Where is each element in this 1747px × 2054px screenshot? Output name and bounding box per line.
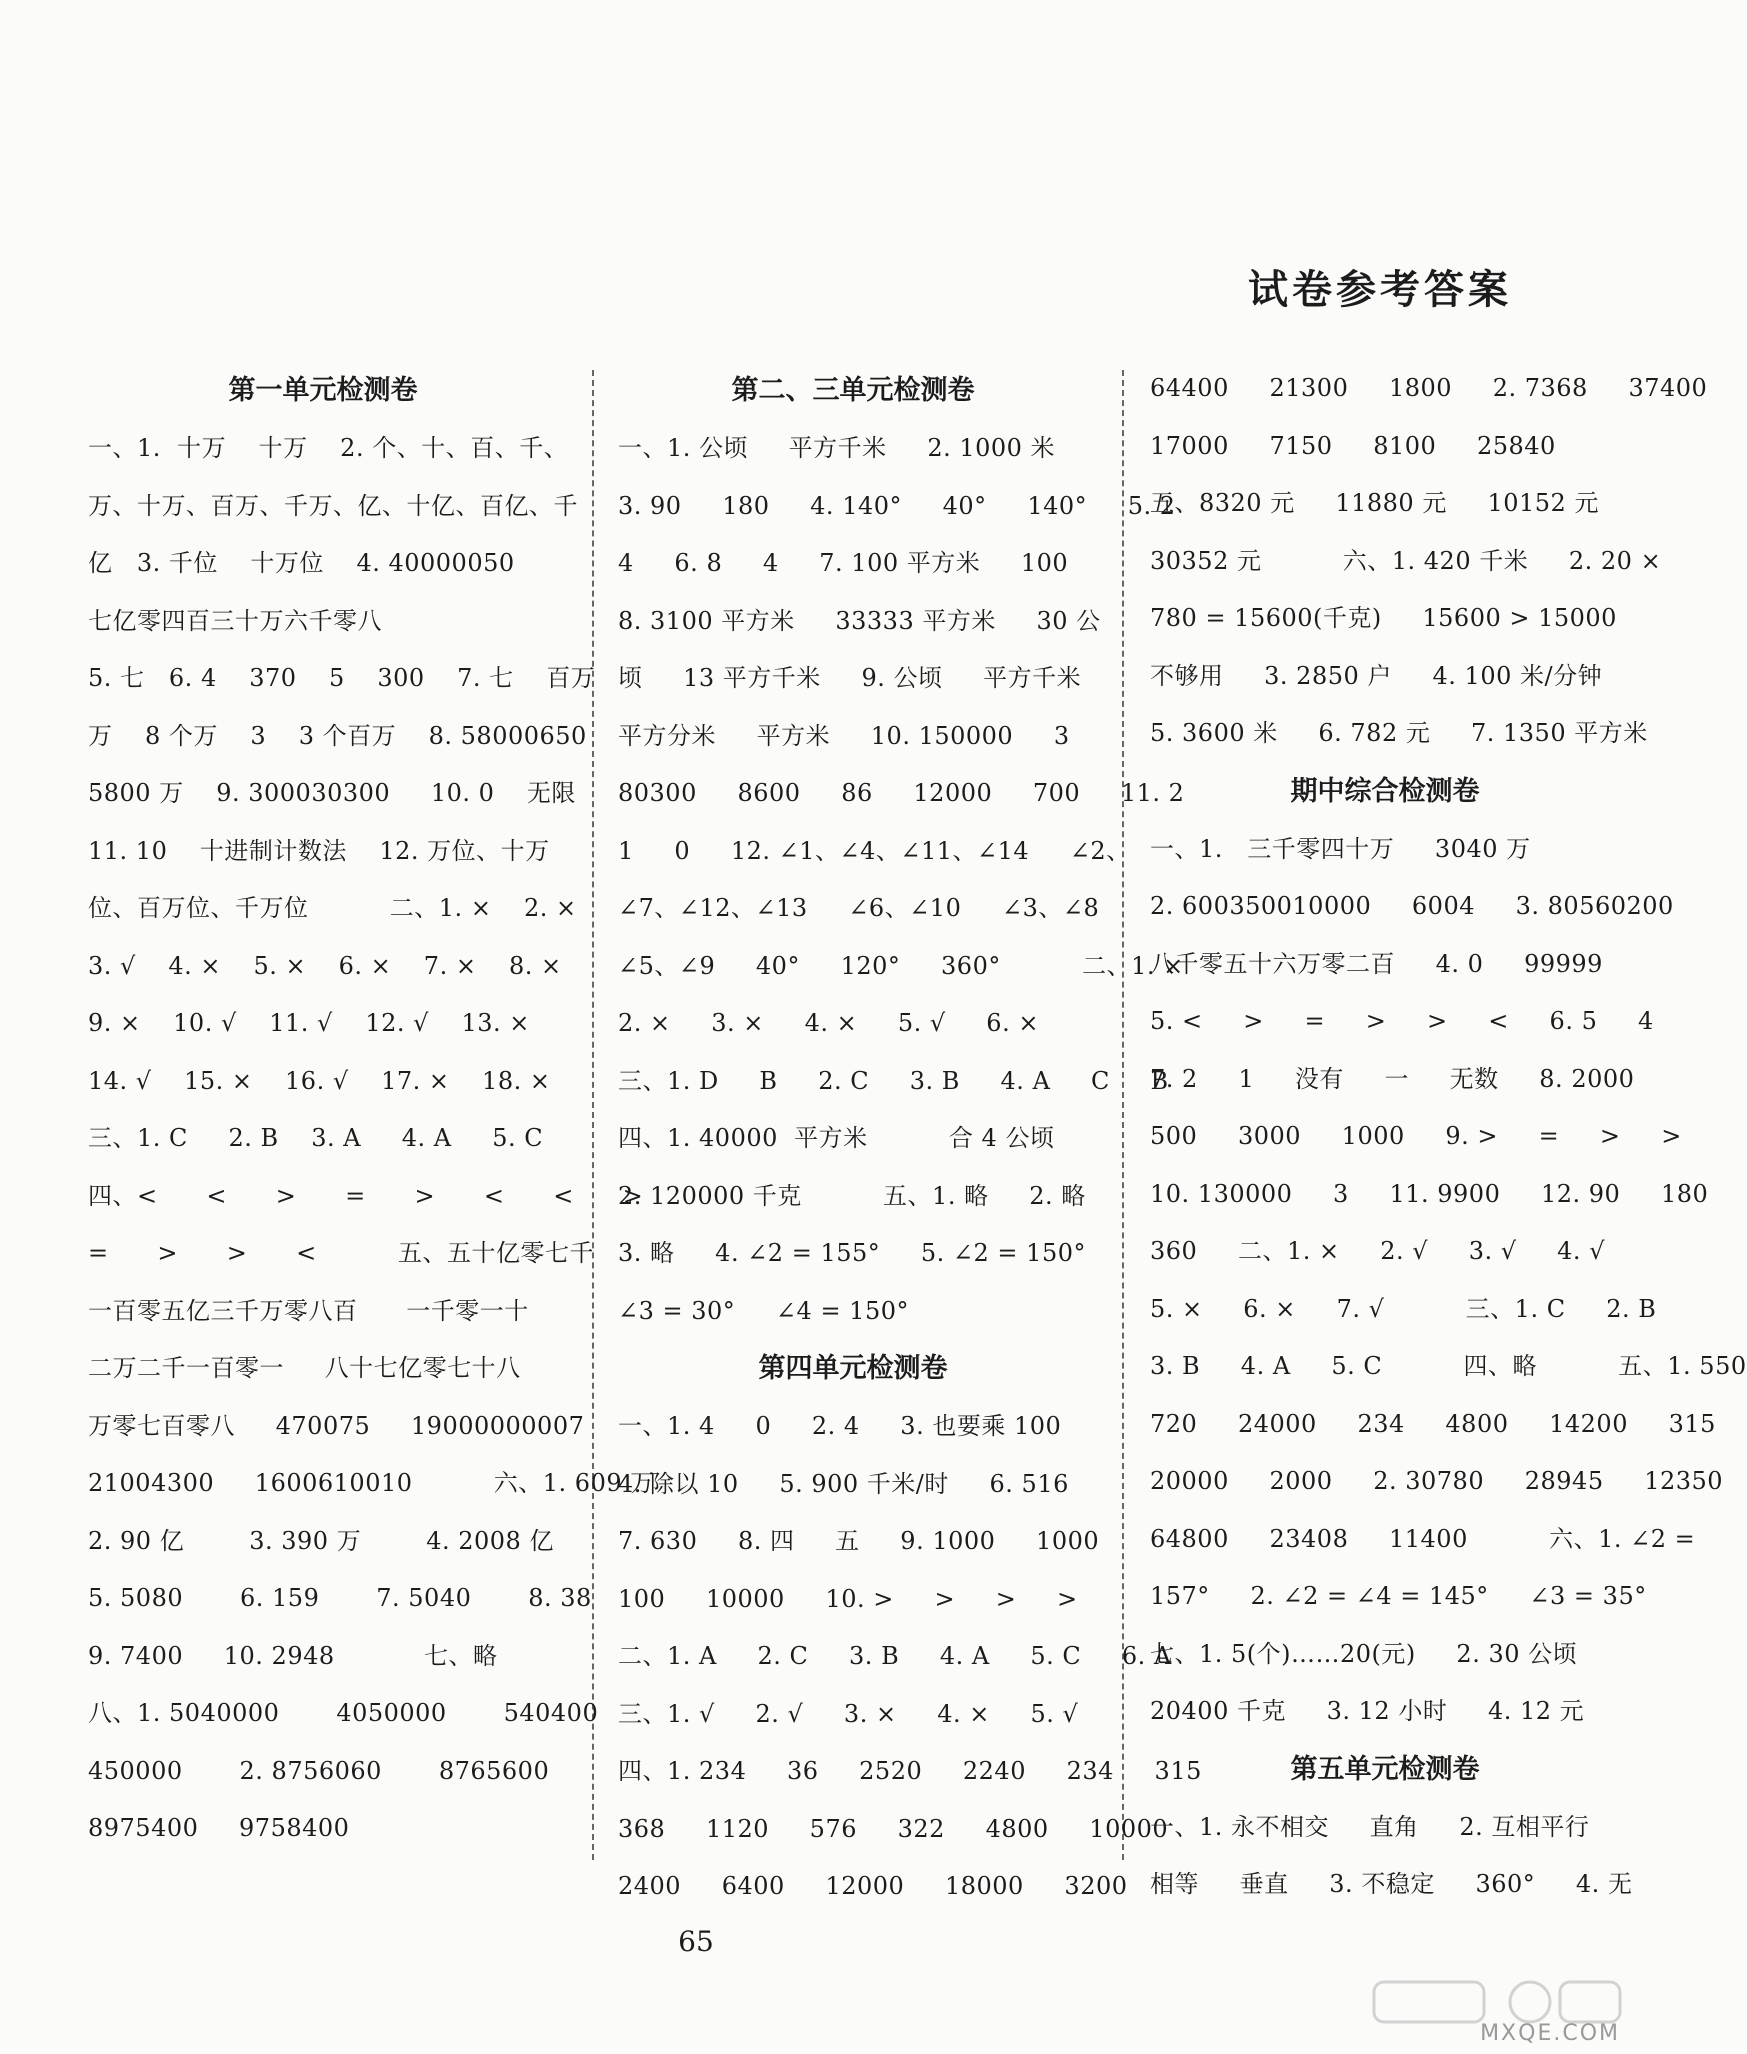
answer-line: 30352 元 六、1. 420 千米 2. 20 ×: [1150, 546, 1662, 575]
answer-line: 八千零五十六万零二百 4. 0 99999: [1150, 949, 1603, 978]
answer-line: 500 3000 1000 9. > = > >: [1150, 1122, 1682, 1150]
answer-line: 四、1. 234 36 2520 2240 234 315: [618, 1757, 1202, 1785]
answer-line: 11. 10 十进制计数法 12. 万位、十万: [88, 836, 550, 865]
answer-line: 七、1. 5(个)……20(元) 2. 30 公顷: [1150, 1639, 1578, 1668]
answer-line: 20000 2000 2. 30780 28945 12350: [1150, 1467, 1724, 1495]
answer-line: 一、1. 十万 十万 2. 个、十、百、千、: [88, 434, 569, 462]
section-heading: 期中综合检测卷: [1290, 775, 1480, 807]
answer-line: 2. 600350010000 6004 3. 80560200: [1150, 892, 1674, 920]
answer-line: 5. 七 6. 4 370 5 300 7. 七 百万: [88, 664, 596, 692]
answer-line: 5800 万 9. 300030300 10. 0 无限: [88, 779, 576, 807]
section-heading: 第二、三单元检测卷: [731, 375, 975, 406]
answer-line: 9. 7400 10. 2948 七、略: [88, 1641, 498, 1670]
answer-line: 万零七百零八 470075 19000000007: [88, 1411, 585, 1440]
answer-line: 万 8 个万 3 3 个百万 8. 58000650: [88, 721, 587, 750]
answer-line: 3. 略 4. ∠2 = 155° 5. ∠2 = 150°: [618, 1239, 1086, 1267]
answer-line: 5. 3600 米 6. 782 元 7. 1350 平方米: [1150, 719, 1648, 747]
answer-line: 1 0 12. ∠1、∠4、∠11、∠14 ∠2、: [618, 836, 1131, 865]
answer-line: ∠7、∠12、∠13 ∠6、∠10 ∠3、∠8: [618, 894, 1100, 922]
section-heading: 第四单元检测卷: [758, 1353, 948, 1384]
answer-line: 10. 130000 3 11. 9900 12. 90 180: [1150, 1179, 1709, 1208]
answer-column-1: [88, 362, 655, 1858]
column-divider: [1122, 370, 1124, 1860]
answer-line: 一、1. 4 0 2. 4 3. 也要乘 100: [618, 1412, 1062, 1440]
answer-line: 平方分米 平方米 10. 150000 3: [618, 721, 1070, 750]
answer-line: 360 二、1. × 2. √ 3. √ 4. √: [1150, 1237, 1605, 1265]
answer-line: 三、1. √ 2. √ 3. × 4. × 5. √: [618, 1699, 1079, 1728]
answer-line: = > > < 五、五十亿零七千: [88, 1239, 595, 1267]
answer-line: 万、十万、百万、千万、亿、十亿、百亿、千: [88, 491, 578, 520]
column-divider: [592, 370, 594, 1860]
answer-line: 三、1. C 2. B 3. A 4. A 5. C: [88, 1124, 544, 1152]
page-title: 试卷参考答案: [1248, 267, 1512, 313]
answer-line: 3. B 4. A 5. C 四、略 五、1. 550: [1150, 1352, 1747, 1380]
answer-line: 一百零五亿三千万零八百 一千零一十: [88, 1296, 529, 1325]
answer-line: 一、1. 永不相交 直角 2. 互相平行: [1150, 1812, 1590, 1841]
answer-line: 20400 千克 3. 12 小时 4. 12 元: [1150, 1697, 1585, 1725]
answer-line: 4. 除以 10 5. 900 千米/时 6. 516: [618, 1469, 1069, 1498]
answer-line: 一、1. 三千零四十万 3040 万: [1150, 834, 1531, 863]
answer-line: 64400 21300 1800 2. 7368 37400: [1150, 374, 1708, 402]
answer-line: 2. 120000 千克 五、1. 略 2. 略: [618, 1181, 1086, 1210]
watermark-text: MXQE.COM: [1480, 2021, 1620, 2046]
answer-line: 四、< < > = > < < >: [88, 1181, 644, 1210]
answer-line: 7. 630 8. 四 五 9. 1000 1000: [618, 1527, 1100, 1555]
answer-line: 4 6. 8 4 7. 100 平方米 100: [618, 549, 1069, 577]
answer-line: 五、8320 元 11880 元 10152 元: [1150, 489, 1599, 517]
answer-line: 8. 3100 平方米 33333 平方米 30 公: [618, 606, 1101, 635]
answer-line: 9. × 10. √ 11. √ 12. √ 13. ×: [88, 1009, 530, 1037]
answer-line: 二、1. A 2. C 3. B 4. A 5. C 6. A: [618, 1642, 1172, 1670]
answer-line: 三、1. D B 2. C 3. B 4. A C B: [618, 1066, 1169, 1095]
answer-line: 七亿零四百三十万六千零八: [88, 606, 382, 635]
answer-line: 2400 6400 12000 18000 3200: [618, 1872, 1128, 1900]
answer-line: 2. 90 亿 3. 390 万 4. 2008 亿: [88, 1526, 554, 1555]
answer-column-2: [618, 362, 1202, 1916]
section-heading: 第五单元检测卷: [1290, 1753, 1480, 1785]
answer-line: 2. × 3. × 4. × 5. √ 6. ×: [618, 1009, 1039, 1037]
answer-column-3: [1150, 360, 1747, 1914]
answer-line: 顷 13 平方千米 9. 公顷 平方千米: [618, 664, 1082, 692]
answer-line: 100 10000 10. > > > >: [618, 1584, 1078, 1613]
answer-line: 17000 7150 8100 25840: [1150, 431, 1556, 460]
answer-line: 450000 2. 8756060 8765600: [88, 1756, 550, 1785]
answer-line: 亿 3. 千位 十万位 4. 40000050: [88, 549, 515, 577]
answer-line: 80300 8600 86 12000 700 11. 2: [618, 779, 1185, 807]
answer-line: 368 1120 576 322 4800 10000: [618, 1814, 1169, 1843]
answer-line: 157° 2. ∠2 = ∠4 = 145° ∠3 = 35°: [1150, 1582, 1647, 1610]
answer-line: 64800 23408 11400 六、1. ∠2 =: [1150, 1524, 1696, 1553]
answer-line: 不够用 3. 2850 户 4. 100 米/分钟: [1150, 661, 1603, 690]
answer-line: 四、1. 40000 平方米 合 4 公顷: [618, 1124, 1055, 1152]
answer-line: 八、1. 5040000 4050000 540400: [88, 1699, 599, 1727]
answer-line: 7. 2 1 没有 一 无数 8. 2000: [1150, 1064, 1635, 1093]
answer-line: 二万二千一百零一 八十七亿零七十八: [88, 1354, 521, 1382]
answer-line: ∠3 = 30° ∠4 = 150°: [618, 1296, 909, 1325]
answer-line: 位、百万位、千万位 二、1. × 2. ×: [88, 894, 577, 922]
answer-line: 8975400 9758400: [88, 1814, 350, 1842]
answer-line: 720 24000 234 4800 14200 315: [1150, 1409, 1716, 1438]
answer-line: 14. √ 15. × 16. √ 17. × 18. ×: [88, 1066, 551, 1095]
answer-line: 780 = 15600(千克) 15600 > 15000: [1150, 604, 1617, 632]
answer-line: 3. √ 4. × 5. × 6. × 7. × 8. ×: [88, 951, 562, 980]
answer-line: 21004300 1600610010 六、1. 609 万: [88, 1469, 655, 1497]
section-heading: 第一单元检测卷: [228, 375, 418, 406]
answer-line: 5. < > = > > < 6. 5 4: [1150, 1007, 1654, 1035]
answer-line: ∠5、∠9 40° 120° 360° 二、1. ×: [618, 951, 1184, 980]
page-number: 65: [678, 1925, 714, 1958]
answer-line: 3. 90 180 4. 140° 40° 140° 5. 2: [618, 491, 1176, 520]
answer-line: 5. × 6. × 7. √ 三、1. C 2. B: [1150, 1294, 1657, 1323]
answer-line: 相等 垂直 3. 不稳定 360° 4. 无: [1150, 1870, 1633, 1898]
answer-line: 5. 5080 6. 159 7. 5040 8. 38: [88, 1584, 592, 1612]
answer-line: 一、1. 公顷 平方千米 2. 1000 米: [618, 434, 1056, 462]
